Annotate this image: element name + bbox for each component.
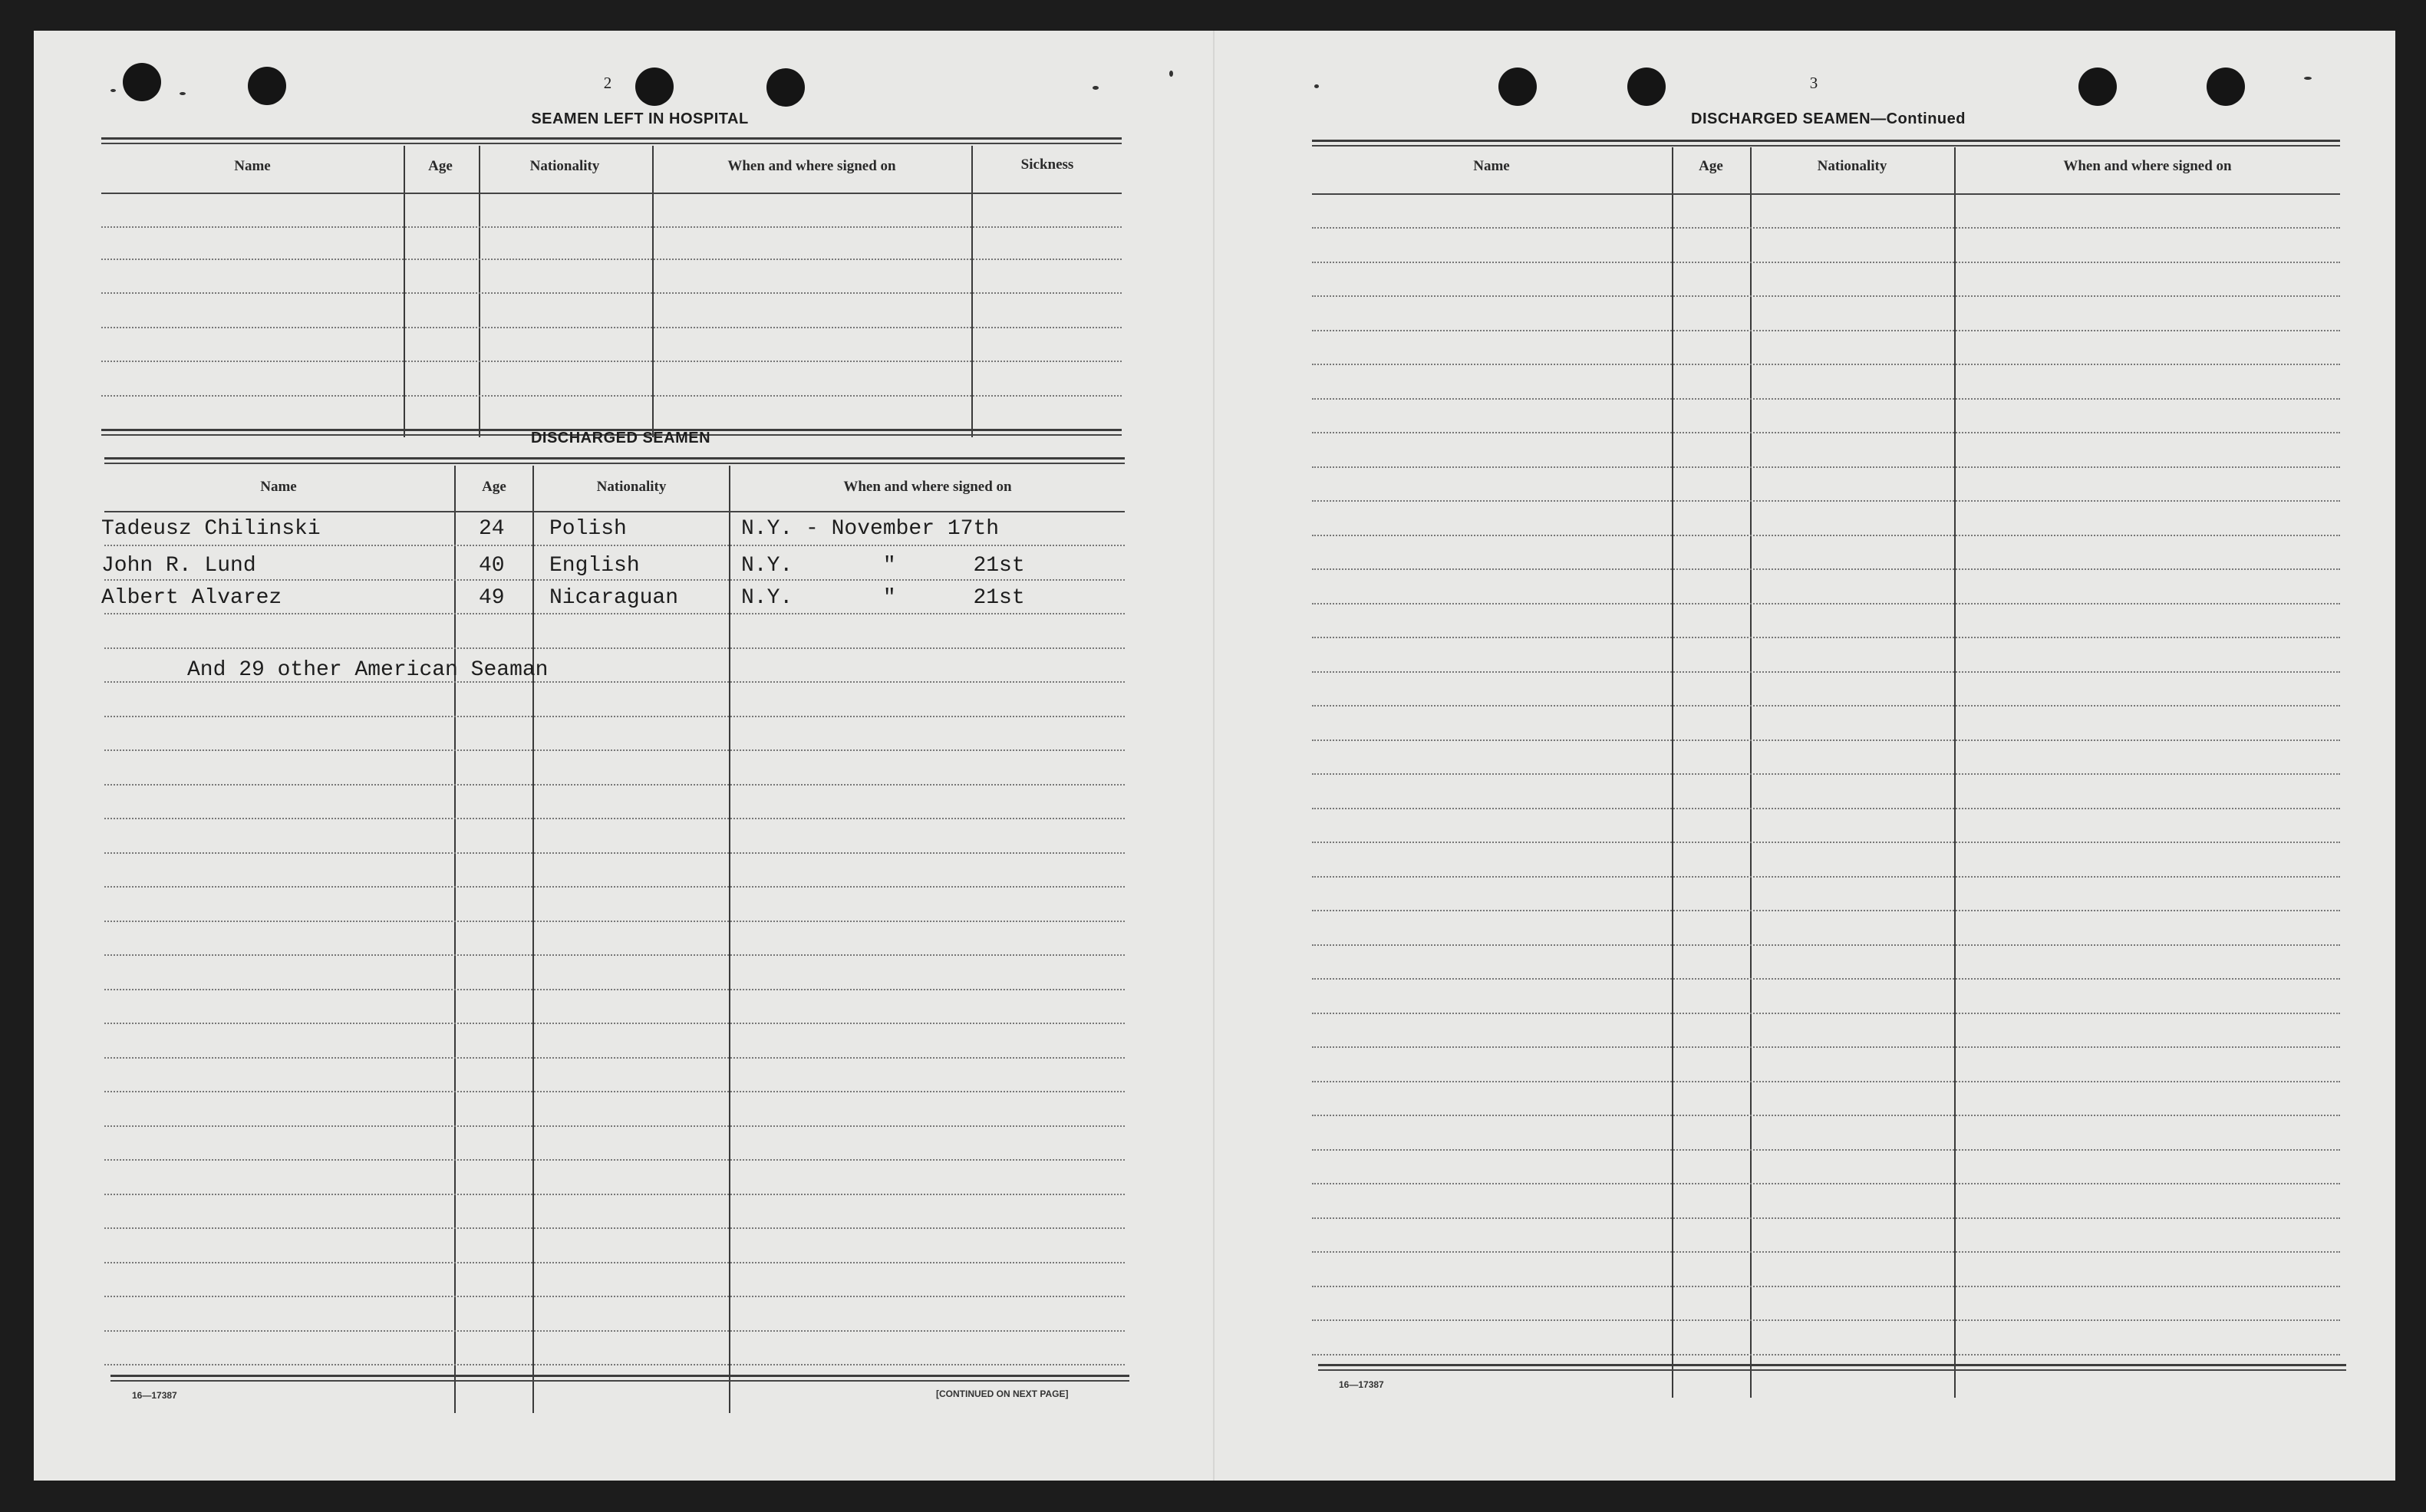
ruled-line — [101, 395, 1122, 397]
ruled-line — [1312, 671, 2340, 673]
punch-hole — [1498, 68, 1537, 106]
ruled-line — [104, 1262, 1125, 1263]
ruled-line — [1312, 1354, 2340, 1356]
document-sheet — [34, 31, 2395, 1481]
ruled-line — [1312, 1046, 2340, 1048]
ruled-line — [104, 613, 1125, 614]
table-rule — [110, 1380, 1129, 1382]
ruled-line — [104, 716, 1125, 717]
discharged-row-nationality: Polish — [549, 517, 627, 541]
ruled-line — [1312, 944, 2340, 946]
ruled-line — [1312, 842, 2340, 843]
column-header-name: Name — [1473, 158, 1510, 174]
ruled-line — [104, 989, 1125, 990]
ruled-line — [1312, 773, 2340, 775]
discharged-row-name: Tadeusz Chilinski — [101, 517, 321, 541]
speck — [180, 92, 186, 95]
header-underline — [101, 193, 1122, 194]
ruled-line — [1312, 910, 2340, 911]
table-rule — [101, 143, 1122, 144]
ruled-line — [1312, 603, 2340, 604]
ruled-line — [1312, 637, 2340, 638]
table-rule — [1312, 140, 2340, 142]
table-rule — [104, 457, 1125, 460]
ruled-line — [1312, 500, 2340, 502]
speck — [1093, 86, 1099, 90]
ruled-line — [1312, 1217, 2340, 1219]
ruled-line — [1312, 535, 2340, 536]
discharged-row-nationality: English — [549, 554, 640, 578]
table-rule — [104, 463, 1125, 464]
punch-hole — [123, 63, 161, 101]
ruled-line — [1312, 466, 2340, 468]
ruled-line — [1312, 1319, 2340, 1321]
column-header-when-where: When and where signed on — [843, 479, 1012, 495]
column-divider — [1954, 147, 1956, 1398]
ruled-line — [1312, 1149, 2340, 1151]
punch-hole — [2207, 68, 2245, 106]
ruled-line — [104, 921, 1125, 922]
column-divider — [652, 146, 654, 437]
ruled-line — [1312, 978, 2340, 980]
speck — [110, 89, 116, 92]
ruled-line — [101, 259, 1122, 260]
page-number: 3 — [1809, 74, 1818, 92]
discharged-note: And 29 other American Seaman — [187, 658, 549, 682]
column-divider — [532, 466, 534, 1413]
discharged-row-age: 24 — [479, 517, 505, 541]
ruled-line — [104, 749, 1125, 751]
column-divider — [454, 466, 456, 1413]
ruled-line — [104, 1057, 1125, 1059]
left-page — [34, 31, 1215, 1481]
ruled-line — [104, 579, 1125, 581]
table-rule — [101, 137, 1122, 140]
column-header-sickness: Sickness — [1020, 156, 1074, 173]
column-divider — [1750, 147, 1752, 1398]
right-page — [1215, 31, 2395, 1481]
ruled-line — [1312, 227, 2340, 229]
ruled-line — [101, 292, 1122, 294]
column-header-name: Name — [234, 158, 271, 174]
ruled-line — [104, 1227, 1125, 1229]
ruled-line — [104, 647, 1125, 649]
column-header-nationality: Nationality — [596, 479, 667, 495]
table-rule — [1318, 1364, 2346, 1366]
ruled-line — [104, 954, 1125, 956]
continued-note: [CONTINUED ON NEXT PAGE] — [936, 1388, 1069, 1399]
column-divider — [479, 146, 480, 437]
column-divider — [729, 466, 730, 1413]
punch-hole — [635, 68, 674, 106]
punch-hole — [2078, 68, 2117, 106]
discharged-row-signed-on: N.Y. - November 17th — [741, 517, 1000, 541]
ruled-line — [104, 818, 1125, 819]
column-header-when-where: When and where signed on — [2063, 158, 2232, 174]
ruled-line — [104, 1364, 1125, 1365]
discharged-row-nationality: Nicaraguan — [549, 586, 679, 610]
title-continued: —Continued — [1871, 110, 1966, 127]
column-header-age: Age — [1699, 158, 1723, 174]
column-header-age: Age — [482, 479, 506, 495]
title-main: DISCHARGED SEAMEN — [1691, 110, 1871, 127]
ruled-line — [1312, 398, 2340, 400]
discharged-row-signed-on: N.Y. " 21st — [741, 554, 1025, 578]
form-number: 16—17387 — [1339, 1379, 1384, 1390]
ruled-line — [1312, 364, 2340, 365]
ruled-line — [1312, 295, 2340, 297]
ruled-line — [1312, 568, 2340, 570]
column-header-nationality: Nationality — [1817, 158, 1887, 174]
ruled-line — [104, 1023, 1125, 1024]
ruled-line — [104, 886, 1125, 888]
ruled-line — [104, 1159, 1125, 1161]
column-divider — [1672, 147, 1673, 1398]
discharged-row-age: 40 — [479, 554, 505, 578]
punch-hole — [1627, 68, 1666, 106]
ruled-line — [1312, 432, 2340, 433]
column-divider — [404, 146, 405, 437]
discharged-row-name: Albert Alvarez — [101, 586, 282, 610]
speck — [1314, 84, 1319, 88]
ruled-line — [1312, 1081, 2340, 1082]
ruled-line — [1312, 876, 2340, 878]
ruled-line — [1312, 1183, 2340, 1184]
header-underline — [104, 511, 1125, 512]
table-rule — [1318, 1369, 2346, 1371]
hospital-section-title: SEAMEN LEFT IN HOSPITAL — [531, 110, 749, 127]
speck — [1169, 71, 1173, 77]
column-header-when-where: When and where signed on — [727, 158, 896, 174]
ruled-line — [101, 327, 1122, 328]
discharged-row-name: John R. Lund — [101, 554, 256, 578]
column-header-name: Name — [260, 479, 297, 495]
ruled-line — [104, 1330, 1125, 1332]
ruled-line — [1312, 1115, 2340, 1116]
column-header-nationality: Nationality — [529, 158, 600, 174]
ruled-line — [1312, 1013, 2340, 1014]
ruled-line — [101, 226, 1122, 228]
ruled-line — [104, 784, 1125, 786]
ruled-line — [1312, 330, 2340, 331]
ruled-line — [104, 1125, 1125, 1127]
column-header-age: Age — [428, 158, 453, 174]
ruled-line — [101, 361, 1122, 362]
column-divider — [971, 146, 973, 437]
ruled-line — [1312, 1286, 2340, 1287]
ruled-line — [1312, 808, 2340, 809]
discharged-continued-title — [1629, 110, 2028, 128]
form-number: 16—17387 — [132, 1390, 177, 1401]
ruled-line — [1312, 1251, 2340, 1253]
page-number: 2 — [603, 74, 612, 92]
table-rule — [110, 1375, 1129, 1377]
table-rule — [1312, 145, 2340, 147]
ruled-line — [1312, 705, 2340, 707]
discharged-row-signed-on: N.Y. " 21st — [741, 586, 1025, 610]
ruled-line — [104, 1091, 1125, 1092]
discharged-row-age: 49 — [479, 586, 505, 610]
ruled-line — [104, 1194, 1125, 1195]
punch-hole — [766, 68, 805, 107]
ruled-line — [104, 545, 1125, 546]
header-underline — [1312, 193, 2340, 195]
speck — [2304, 77, 2312, 80]
ruled-line — [1312, 262, 2340, 263]
ruled-line — [104, 1296, 1125, 1297]
ruled-line — [104, 852, 1125, 854]
discharged-section-title: DISCHARGED SEAMEN — [530, 430, 711, 446]
punch-hole — [248, 67, 286, 105]
ruled-line — [1312, 740, 2340, 741]
